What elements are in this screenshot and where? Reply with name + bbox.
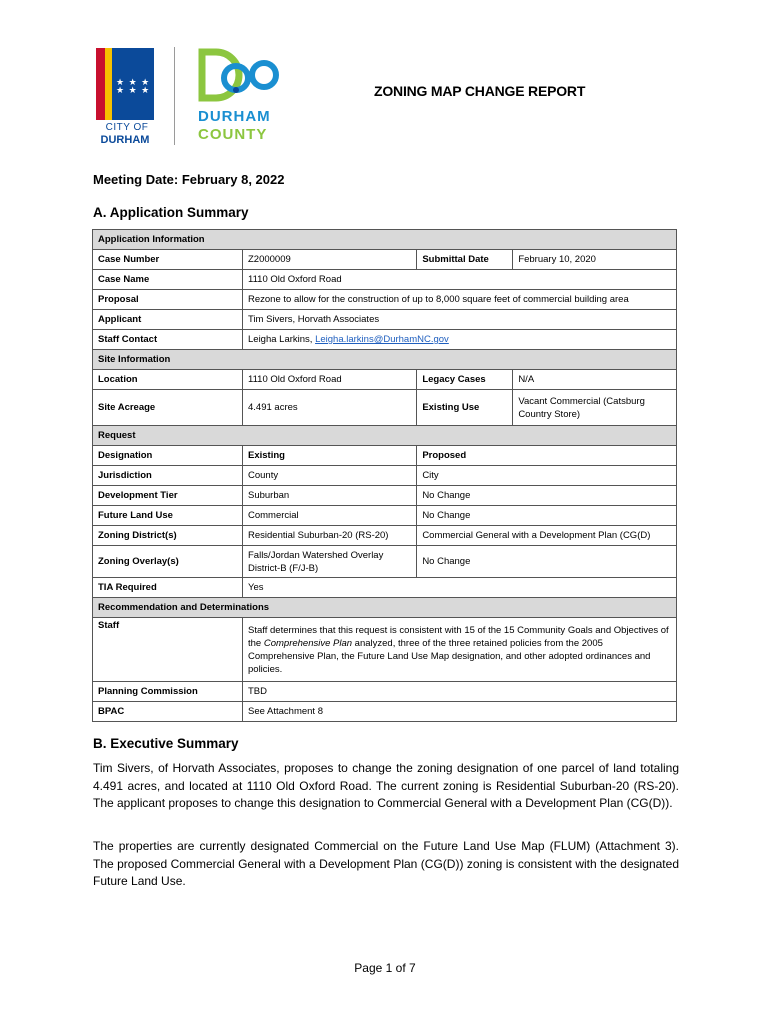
staff-contact-value	[243, 330, 677, 350]
site-acreage-row	[93, 390, 677, 426]
tia-required-value: Yes	[243, 578, 677, 598]
proposal-label: Proposal	[93, 290, 243, 310]
planning-commission-row	[93, 682, 677, 702]
request-row-existing: Suburban	[243, 486, 417, 506]
application-summary-table	[92, 229, 677, 722]
logo-divider	[174, 47, 175, 145]
legacy-cases-value: N/A	[513, 370, 677, 390]
tia-required-label: TIA Required	[93, 578, 243, 598]
case-name-value: 1110 Old Oxford Road	[243, 270, 677, 290]
city-of-durham-logo	[96, 48, 154, 148]
executive-summary-paragraph-1: Tim Sivers, of Horvath Associates, proposes to change the zoning designation of one parcel of land totaling 4.491 acres, and located at 1110 Old Oxford Road. The current zoning is Residential Suburban-20 (RS-20). The applicant proposes to change this designation to Commercial General with a Development Plan (CG(D)).	[93, 761, 679, 810]
city-name-label: DURHAM	[100, 134, 150, 146]
staff-label: Staff	[93, 618, 243, 682]
request-row-label: Future Land Use	[93, 506, 243, 526]
proposed-column-header: Proposed	[417, 446, 677, 466]
case-number-row	[93, 250, 677, 270]
location-label: Location	[93, 370, 243, 390]
site-information-header: Site Information	[93, 350, 677, 370]
request-row-existing: Residential Suburban-20 (RS-20)	[243, 526, 417, 546]
request-row	[93, 466, 677, 486]
proposal-row	[93, 290, 677, 310]
county-name-line-2: COUNTY	[198, 126, 268, 143]
designation-row	[93, 446, 677, 466]
county-name-line-1: DURHAM	[198, 108, 271, 125]
request-row-label: Jurisdiction	[93, 466, 243, 486]
request-row-proposed: No Change	[417, 486, 677, 506]
proposal-value: Rezone to allow for the construction of up to 8,000 square feet of commercial building area	[243, 290, 677, 310]
site-information-header-row	[93, 350, 677, 370]
request-row-proposed: No Change	[417, 546, 677, 578]
page-number: Page 1 of 7	[354, 961, 416, 975]
designation-label: Designation	[93, 446, 243, 466]
report-title: ZONING MAP CHANGE REPORT	[374, 83, 586, 99]
case-number-value: Z2000009	[243, 250, 417, 270]
staff-text-italic: Comprehensive Plan	[263, 637, 353, 649]
request-row	[93, 546, 677, 578]
bpac-value: See Attachment 8	[243, 702, 677, 722]
existing-column-header: Existing	[243, 446, 417, 466]
applicant-value: Tim Sivers, Horvath Associates	[243, 310, 677, 330]
request-header-row	[93, 426, 677, 446]
legacy-cases-label: Legacy Cases	[417, 370, 513, 390]
staff-text-part-2: analyzed, three of the three retained policies from the 2005 Comprehensive Plan, the Future Land Use Map designation, and other adopted ordinances and policies.	[248, 637, 651, 675]
staff-contact-label: Staff Contact	[93, 330, 243, 350]
city-flag-icon: ★ ★ ★ ★ ★ ★	[96, 48, 154, 120]
application-information-header-row	[93, 230, 677, 250]
request-row-existing: Commercial	[243, 506, 417, 526]
recommendation-header: Recommendation and Determinations	[93, 598, 677, 618]
request-row-proposed: Commercial General with a Development Plan (CG(D)	[417, 526, 677, 546]
recommendation-header-row	[93, 598, 677, 618]
request-row	[93, 526, 677, 546]
request-row-label: Zoning District(s)	[93, 526, 243, 546]
request-row-proposed: City	[417, 466, 677, 486]
staff-contact-email-link[interactable]: Leigha.larkins@DurhamNC.gov	[315, 334, 449, 345]
planning-commission-value: TBD	[243, 682, 677, 702]
request-row-existing: County	[243, 466, 417, 486]
bpac-label: BPAC	[93, 702, 243, 722]
request-row	[93, 506, 677, 526]
section-a-heading: A. Application Summary	[93, 205, 249, 220]
case-name-row	[93, 270, 677, 290]
site-acreage-label: Site Acreage	[93, 390, 243, 426]
request-row-label: Development Tier	[93, 486, 243, 506]
case-name-label: Case Name	[93, 270, 243, 290]
request-row-label: Zoning Overlay(s)	[93, 546, 243, 578]
request-row-proposed: No Change	[417, 506, 677, 526]
location-value: 1110 Old Oxford Road	[243, 370, 417, 390]
applicant-label: Applicant	[93, 310, 243, 330]
planning-commission-label: Planning Commission	[93, 682, 243, 702]
city-of-label: CITY OF	[105, 122, 149, 133]
applicant-row	[93, 310, 677, 330]
staff-contact-row	[93, 330, 677, 350]
staff-contact-name: Leigha Larkins,	[248, 334, 316, 345]
case-number-label: Case Number	[93, 250, 243, 270]
existing-use-value: Vacant Commercial (Catsburg Country Store)	[513, 390, 677, 426]
durham-county-dco-icon	[198, 48, 282, 102]
request-row	[93, 486, 677, 506]
submittal-date-value: February 10, 2020	[513, 250, 677, 270]
staff-determination	[243, 618, 677, 682]
site-acreage-value: 4.491 acres	[243, 390, 417, 426]
tia-required-row	[93, 578, 677, 598]
location-row	[93, 370, 677, 390]
application-information-header: Application Information	[93, 230, 677, 250]
submittal-date-label: Submittal Date	[417, 250, 513, 270]
bpac-row	[93, 702, 677, 722]
meeting-date: Meeting Date: February 8, 2022	[93, 172, 285, 187]
request-row-existing: Falls/Jordan Watershed Overlay District-B (F/J-B)	[243, 546, 417, 578]
staff-text-part-1: Staff determines that this request is consistent with 15 of the 15 Community Goals and Objectives of the	[248, 624, 669, 649]
request-header: Request	[93, 426, 677, 446]
staff-row	[93, 618, 677, 682]
section-b-heading: B. Executive Summary	[93, 736, 239, 751]
executive-summary-paragraph-2: The properties are currently designated Commercial on the Future Land Use Map (FLUM) (Attachment 3). The proposed Commercial General with a Development Plan (CG(D)) zoning is consistent with the designated Future Land Use.	[93, 839, 679, 888]
existing-use-label: Existing Use	[417, 390, 513, 426]
